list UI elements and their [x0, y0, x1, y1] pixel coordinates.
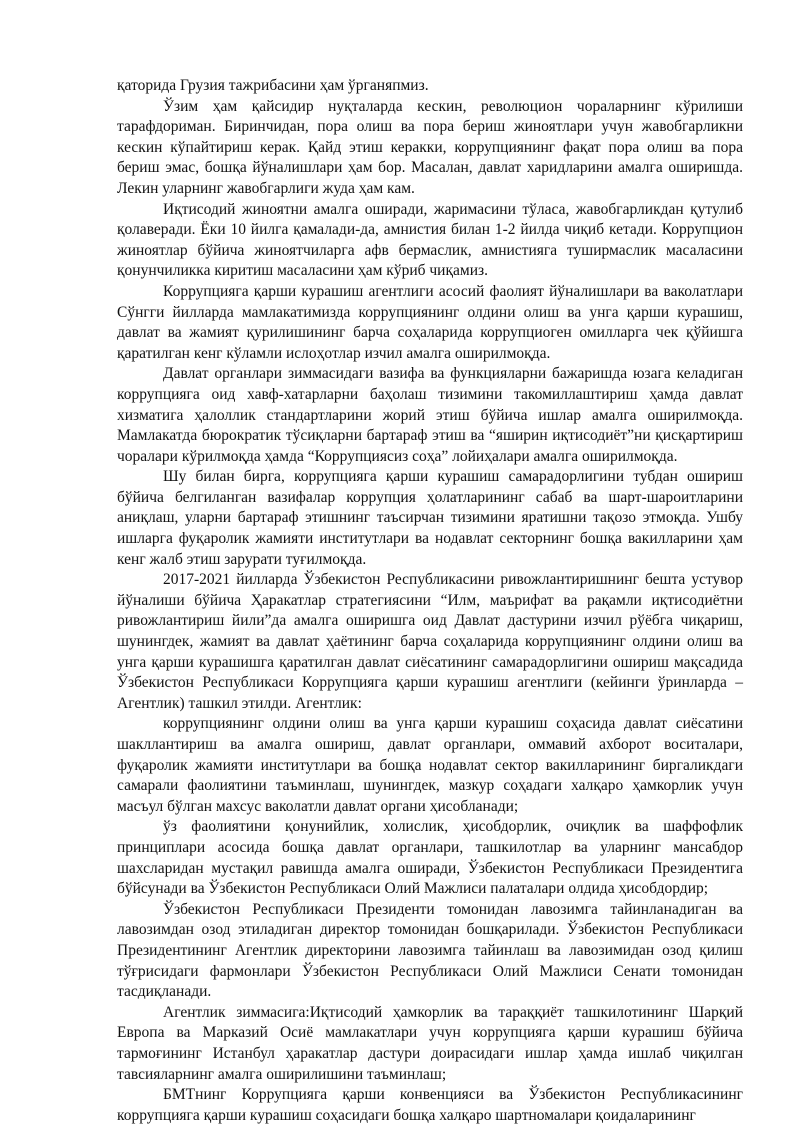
paragraph: коррупциянинг олдини олиш ва унга қарши курашиш соҳасида давлат сиёсатини шакллантириш ва амалга ошириш, давлат органлари, оммавий ахборот воситалари, фуқаролик жамияти институтлари ва бошқа нодавлат сектор вакилларининг биргаликдаги самарали фаолиятини таъминлаш, шунингдек, мазкур соҳадаги халқаро ҳамкорлик учун масъул бўлган махсус ваколатли давлат органи ҳисобланади; [117, 715, 743, 815]
paragraph: 2017-2021 йилларда Ўзбекистон Республикасини ривожлантиришнинг бешта устувор йўналиши бўйича Ҳаракатлар стратегиясини “Илм, маърифат ва рақамли иқтисодиётни ривожлантириш йили”да амалга оширишга оид Давлат дастурини изчил рўёбга чиқариш, шунингдек, жамият ва давлат ҳаётининг барча соҳаларида коррупциянинг олдини олиш ва унга қарши курашишга қаратилган давлат сиёсатининг самарадорлигини ошириш мақсадида Ўзбекистон Республикаси Коррупцияга қарши курашиш агентлиги (кейинги ўринларда – Агентлик) ташкил этилди. Агентлик: [117, 571, 743, 712]
paragraph: Агентлик зиммасига:Иқтисодий ҳамкорлик ва тараққиёт ташкилотининг Шарқий Европа ва Марказий Осиё мамлакатлари учун коррупцияга қарши курашиш бўйича тармоғининг Истанбул ҳаракатлар дастури доирасидаги ишлар ҳамда ишлаб чиқилган тавсияларнинг амалга оширилишини таъминлаш; [117, 1003, 743, 1083]
paragraph: Давлат органлари зиммасидаги вазифа ва функцияларни бажаришда юзага келадиган коррупцияга оид хавф-хатарларни баҳолаш тизимини такомиллаштириш ҳамда давлат хизматига ҳалоллик стандартларини жорий этиш бўйича ишлар амалга оширилмоқда. Мамлакатда бюрократик тўсиқларни бартараф этиш ва “яширин иқтисодиёт”ни қисқартириш чоралари кўрилмоқда ҳамда “Коррупциясиз соҳа” лойиҳалари амалга оширилмоқда. [117, 365, 743, 465]
paragraph: БМТнинг Коррупцияга қарши конвенцияси ва Ўзбекистон Республикасининг коррупцияга қарши курашиш соҳасидаги бошқа халқаро шартномалари қоидаларининг [117, 1086, 743, 1124]
paragraph: ўз фаолиятини қонунийлик, холислик, ҳисобдорлик, очиқлик ва шаффофлик принциплари асосида бошқа давлат органлари, ташкилотлар ва уларнинг мансабдор шахсларидан мустақил равишда амалга оширади, Ўзбекистон Республикаси Президентига бўйсунади ва Ўзбекистон Республикаси Олий Мажлиси палаталари олдида ҳисобдордир; [117, 818, 743, 898]
paragraph: Иқтисодий жиноятни амалга оширади, жаримасини тўласа, жавобгарликдан қутулиб қолаверади. Ёки 10 йилга қамалади-да, амнистия билан 1-2 йилда чиқиб кетади. Коррупцион жиноятлар бўйича жиноятчиларга афв бермаслик, амнистияга туширмаслик масаласини қонунчиликка киритиш масаласини ҳам кўриб чиқамиз. [117, 200, 743, 280]
document-page [117, 76, 743, 1126]
paragraph: Шу билан бирга, коррупцияга қарши курашиш самарадорлигини тубдан ошириш бўйича белгиланган вазифалар коррупция ҳолатларининг сабаб ва шарт-шароитларини аниқлаш, уларни бартараф этишнинг таъсирчан тизимини яратишни тақозо этмоқда. Ушбу ишларга фуқаролик жамияти институтлари ва нодавлат секторнинг бошқа вакилларини ҳам кенг жалб этиш зарурати туғилмоқда. [117, 468, 743, 568]
paragraph: қаторида Грузия тажрибасини ҳам ўрганяпмиз. [117, 77, 429, 94]
paragraph: Ўзбекистон Республикаси Президенти томонидан лавозимга тайинланадиган ва лавозимдан озод этиладиган директор томонидан бошқарилади. Ўзбекистон Республикаси Президентининг Агентлик директорини лавозимга тайинлаш ва лавозимидан озод қилиш тўғрисидаги фармонлари Ўзбекистон Республикаси Олий Мажлиси Сенати томонидан тасдиқланади. [117, 900, 743, 1001]
paragraph: Ўзим ҳам қайсидир нуқталарда кескин, революцион чораларнинг кўрилиши тарафдориман. Биринчидан, пора олиш ва пора бериш жиноятлари учун жавобгарликни кескин кўпайтириш керак. Қайд этиш керакки, коррупциянинг фақат пора олиш ва пора бериш эмас, бошқа йўналишлари ҳам бор. Масалан, давлат харидларини амалга оширишда. Лекин уларнинг жавобгарлиги жуда ҳам кам. [117, 97, 743, 197]
paragraph: Коррупцияга қарши курашиш агентлиги асосий фаолият йўналишлари ва ваколатлари Сўнгги йилларда мамлакатимизда коррупциянинг олдини олиш ва унга қарши курашиш, давлат ва жамият қурилишининг барча соҳаларида коррупциоген омилларга чек қўйишга қаратилган кенг кўламли ислоҳотлар изчил амалга оширилмоқда. [117, 282, 743, 362]
